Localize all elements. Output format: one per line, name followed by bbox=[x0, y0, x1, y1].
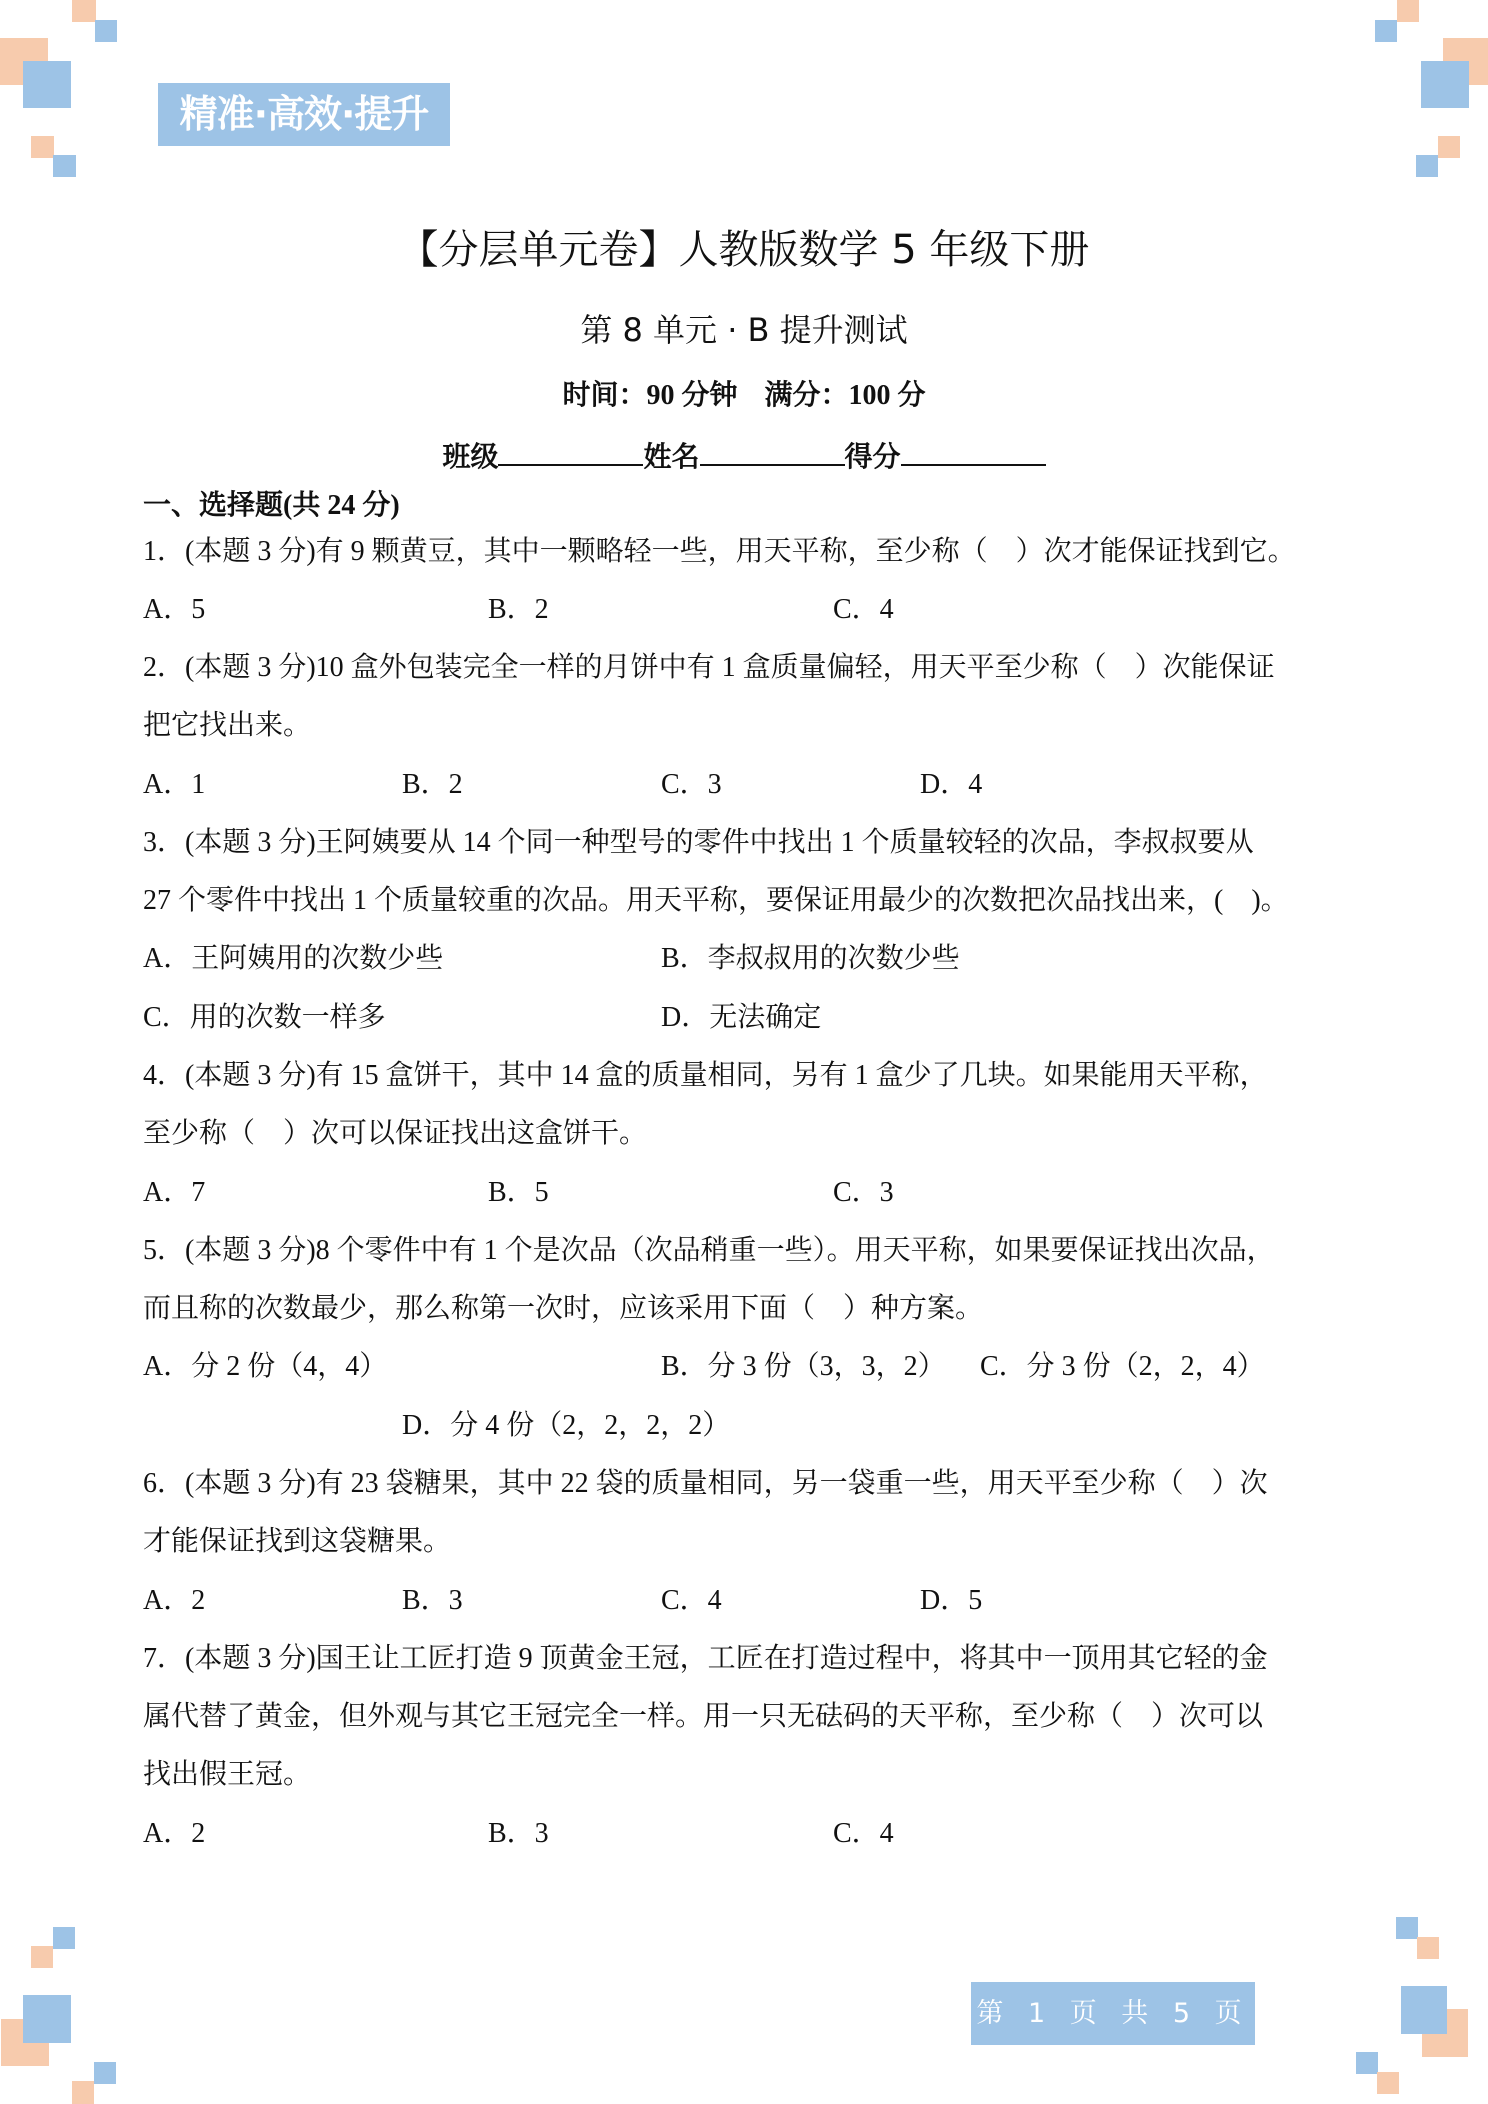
question-6-option-c[interactable]: C．4 bbox=[661, 1585, 722, 1616]
decor-square bbox=[1375, 20, 1397, 42]
question-3-text: 27 个零件中找出 1 个质量较重的次品。用天平称，要保证用最少的次数把次品找出来，( )。 bbox=[143, 885, 1289, 916]
question-5-option-b[interactable]: B．分 3 份（3，3，2） bbox=[661, 1351, 946, 1382]
page-number-badge: 第 1 页 共 5 页 bbox=[971, 1982, 1255, 2045]
decor-square bbox=[1417, 1937, 1439, 1959]
decor-square bbox=[23, 61, 71, 108]
question-5-option-d[interactable]: D．分 4 份（2，2，2，2） bbox=[402, 1410, 731, 1441]
question-4-text: 4．(本题 3 分)有 15 盒饼干，其中 14 盒的质量相同，另有 1 盒少了几块。如果能用天平称， bbox=[143, 1060, 1268, 1091]
question-3-option-a[interactable]: A．王阿姨用的次数少些 bbox=[143, 943, 444, 974]
decor-square bbox=[95, 20, 117, 42]
decor-square bbox=[1396, 1917, 1418, 1939]
question-6-option-a[interactable]: A．2 bbox=[143, 1585, 206, 1616]
name-label: 姓名 bbox=[643, 442, 700, 473]
question-3-option-b[interactable]: B．李叔叔用的次数少些 bbox=[661, 943, 960, 974]
question-7-option-b[interactable]: B．3 bbox=[488, 1818, 549, 1849]
student-fields bbox=[0, 436, 1488, 478]
question-2-option-d[interactable]: D．4 bbox=[920, 769, 983, 800]
question-5-text: 而且称的次数最少，那么称第一次时，应该采用下面（ ）种方案。 bbox=[143, 1293, 984, 1324]
question-2-option-b[interactable]: B．2 bbox=[402, 769, 463, 800]
question-7-text: 属代替了黄金，但外观与其它王冠完全一样。用一只无砝码的天平称，至少称（ ）次可以 bbox=[143, 1701, 1264, 1732]
question-2-text: 把它找出来。 bbox=[143, 710, 312, 741]
question-3-option-c[interactable]: C．用的次数一样多 bbox=[143, 1002, 386, 1033]
question-1-option-c[interactable]: C．4 bbox=[833, 594, 894, 625]
question-3-option-d[interactable]: D．无法确定 bbox=[661, 1002, 822, 1033]
section-title: 一、选择题(共 24 分) bbox=[143, 490, 400, 521]
question-1-text: 1．(本题 3 分)有 9 颗黄豆，其中一颗略轻一些，用天平称，至少称（ ）次才能保证找到它。 bbox=[143, 536, 1296, 567]
question-5-option-c[interactable]: C．分 3 份（2，2，4） bbox=[980, 1351, 1265, 1382]
exam-full-score: 满分：100 分 bbox=[764, 380, 926, 411]
question-6-option-d[interactable]: D．5 bbox=[920, 1585, 983, 1616]
score-label: 得分 bbox=[844, 442, 901, 473]
decor-square bbox=[1421, 61, 1469, 108]
question-3-text: 3．(本题 3 分)王阿姨要从 14 个同一种型号的零件中找出 1 个质量较轻的次品，李叔叔要从 bbox=[143, 827, 1254, 858]
question-6-text: 才能保证找到这袋糖果。 bbox=[143, 1526, 452, 1557]
decor-square bbox=[1401, 1986, 1447, 2034]
class-label: 班级 bbox=[442, 442, 499, 473]
decor-square bbox=[23, 1995, 71, 2043]
brand-banner: 精准·高效·提升 bbox=[158, 83, 450, 146]
exam-meta bbox=[0, 376, 1488, 416]
question-5-text: 5．(本题 3 分)8 个零件中有 1 个是次品（次品稍重一些）。用天平称，如果要保证找出次品， bbox=[143, 1235, 1275, 1266]
question-6-option-b[interactable]: B．3 bbox=[402, 1585, 463, 1616]
question-7-text: 7．(本题 3 分)国王让工匠打造 9 顶黄金王冠，工匠在打造过程中，将其中一顶用其它轻的金 bbox=[143, 1643, 1268, 1674]
decor-square bbox=[72, 0, 96, 22]
question-1-option-b[interactable]: B．2 bbox=[488, 594, 549, 625]
decor-square bbox=[1377, 2072, 1399, 2094]
decor-square bbox=[31, 1946, 53, 1968]
decor-square bbox=[72, 2081, 94, 2104]
decor-square bbox=[1438, 136, 1460, 158]
question-5-option-a[interactable]: A．分 2 份（4，4） bbox=[143, 1351, 388, 1382]
decor-square bbox=[1416, 155, 1438, 177]
decor-square bbox=[31, 136, 54, 158]
question-4-option-a[interactable]: A．7 bbox=[143, 1177, 206, 1208]
class-field[interactable] bbox=[498, 436, 643, 466]
decor-square bbox=[1397, 0, 1419, 22]
question-2-text: 2．(本题 3 分)10 盒外包装完全一样的月饼中有 1 盒质量偏轻，用天平至少称（ ）次能保证 bbox=[143, 652, 1275, 683]
question-7-text: 找出假王冠。 bbox=[143, 1759, 312, 1790]
question-7-option-c[interactable]: C．4 bbox=[833, 1818, 894, 1849]
name-field[interactable] bbox=[700, 436, 845, 466]
question-6-text: 6．(本题 3 分)有 23 袋糖果，其中 22 袋的质量相同，另一袋重一些，用天平至少称（ ）次 bbox=[143, 1468, 1268, 1499]
question-4-text: 至少称（ ）次可以保证找出这盒饼干。 bbox=[143, 1118, 648, 1149]
question-2-option-c[interactable]: C．3 bbox=[661, 769, 722, 800]
page-subtitle: 第 8 单元 · B 提升测试 bbox=[580, 311, 908, 349]
question-2-option-a[interactable]: A．1 bbox=[143, 769, 206, 800]
question-4-option-c[interactable]: C．3 bbox=[833, 1177, 894, 1208]
page-title: 【分层单元卷】人教版数学 5 年级下册 bbox=[398, 227, 1090, 273]
score-field[interactable] bbox=[901, 436, 1046, 466]
question-7-option-a[interactable]: A．2 bbox=[143, 1818, 206, 1849]
exam-time: 时间：90 分钟 bbox=[562, 380, 738, 411]
decor-square bbox=[1356, 2052, 1378, 2074]
question-4-option-b[interactable]: B．5 bbox=[488, 1177, 549, 1208]
decor-square bbox=[53, 1927, 75, 1949]
decor-square bbox=[53, 155, 76, 177]
decor-square bbox=[94, 2062, 116, 2084]
question-1-option-a[interactable]: A．5 bbox=[143, 594, 206, 625]
